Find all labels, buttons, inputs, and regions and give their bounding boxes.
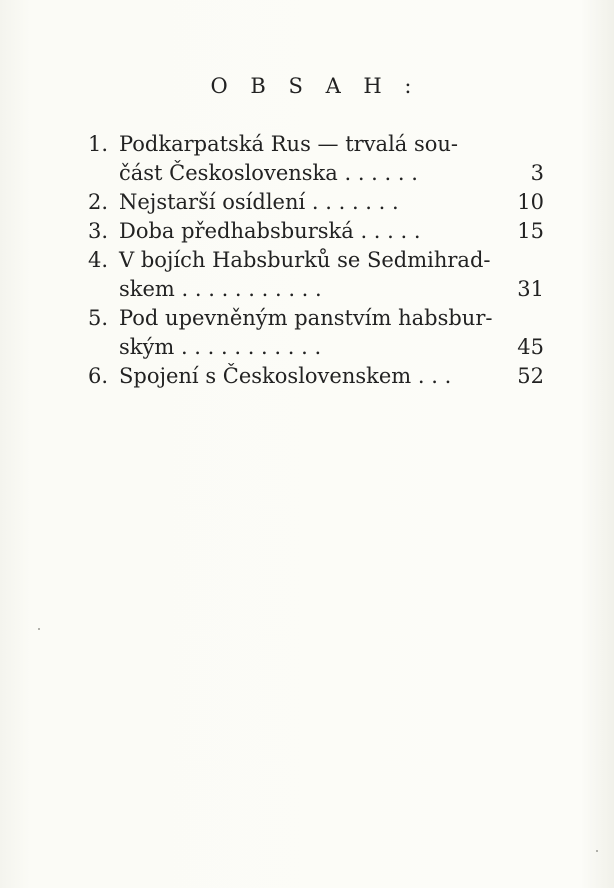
toc-entry-title-continuation: skem . . . . . . . . . . .: [119, 277, 322, 301]
toc-entry-1-line-1: [88, 130, 544, 159]
toc-entry-3: [88, 217, 544, 246]
toc-entry-page: 3: [530, 161, 544, 185]
toc-entry-page: 10: [517, 190, 544, 214]
toc-entry-1-line-2: [88, 159, 544, 188]
toc-entry-title: Nejstarší osídlení . . . . . . .: [119, 190, 399, 214]
page-title: O B S A H :: [210, 74, 420, 98]
toc-entry-number: 4.: [88, 248, 109, 272]
toc-entry-page: 15: [517, 219, 544, 243]
toc-entry-title: Doba předhabsburská . . . . .: [119, 219, 421, 243]
toc-entry-number: 2.: [88, 190, 109, 214]
toc-entry-6: [88, 362, 544, 391]
toc-entry-title: Podkarpatská Rus — trvalá sou-: [119, 132, 459, 156]
toc-entry-title: Spojení s Československem . . .: [119, 364, 452, 388]
toc-entry-number: 6.: [88, 364, 109, 388]
paper-speck: [596, 850, 598, 852]
toc-entry-number: 5.: [88, 306, 109, 330]
toc-entry-page: 45: [517, 335, 544, 359]
toc-entry-title: Pod upevněným panstvím habsbur-: [119, 306, 493, 330]
toc-entry-4-line-2: [88, 275, 544, 304]
toc-entry-5-line-2: [88, 333, 544, 362]
paper-speck: [38, 628, 40, 630]
toc-entry-page: 31: [517, 277, 544, 301]
toc-entry-page: 52: [517, 364, 544, 388]
table-of-contents: [88, 130, 544, 391]
toc-entry-title-continuation: část Československa . . . . . .: [119, 161, 418, 185]
toc-entry-title: V bojích Habsburků se Sedmihrad-: [119, 248, 491, 272]
toc-entry-number: 3.: [88, 219, 109, 243]
toc-entry-4-line-1: [88, 246, 544, 275]
toc-entry-2: [88, 188, 544, 217]
toc-entry-number: 1.: [88, 132, 109, 156]
toc-entry-5-line-1: [88, 304, 544, 333]
toc-entry-title-continuation: ským . . . . . . . . . . .: [119, 335, 322, 359]
